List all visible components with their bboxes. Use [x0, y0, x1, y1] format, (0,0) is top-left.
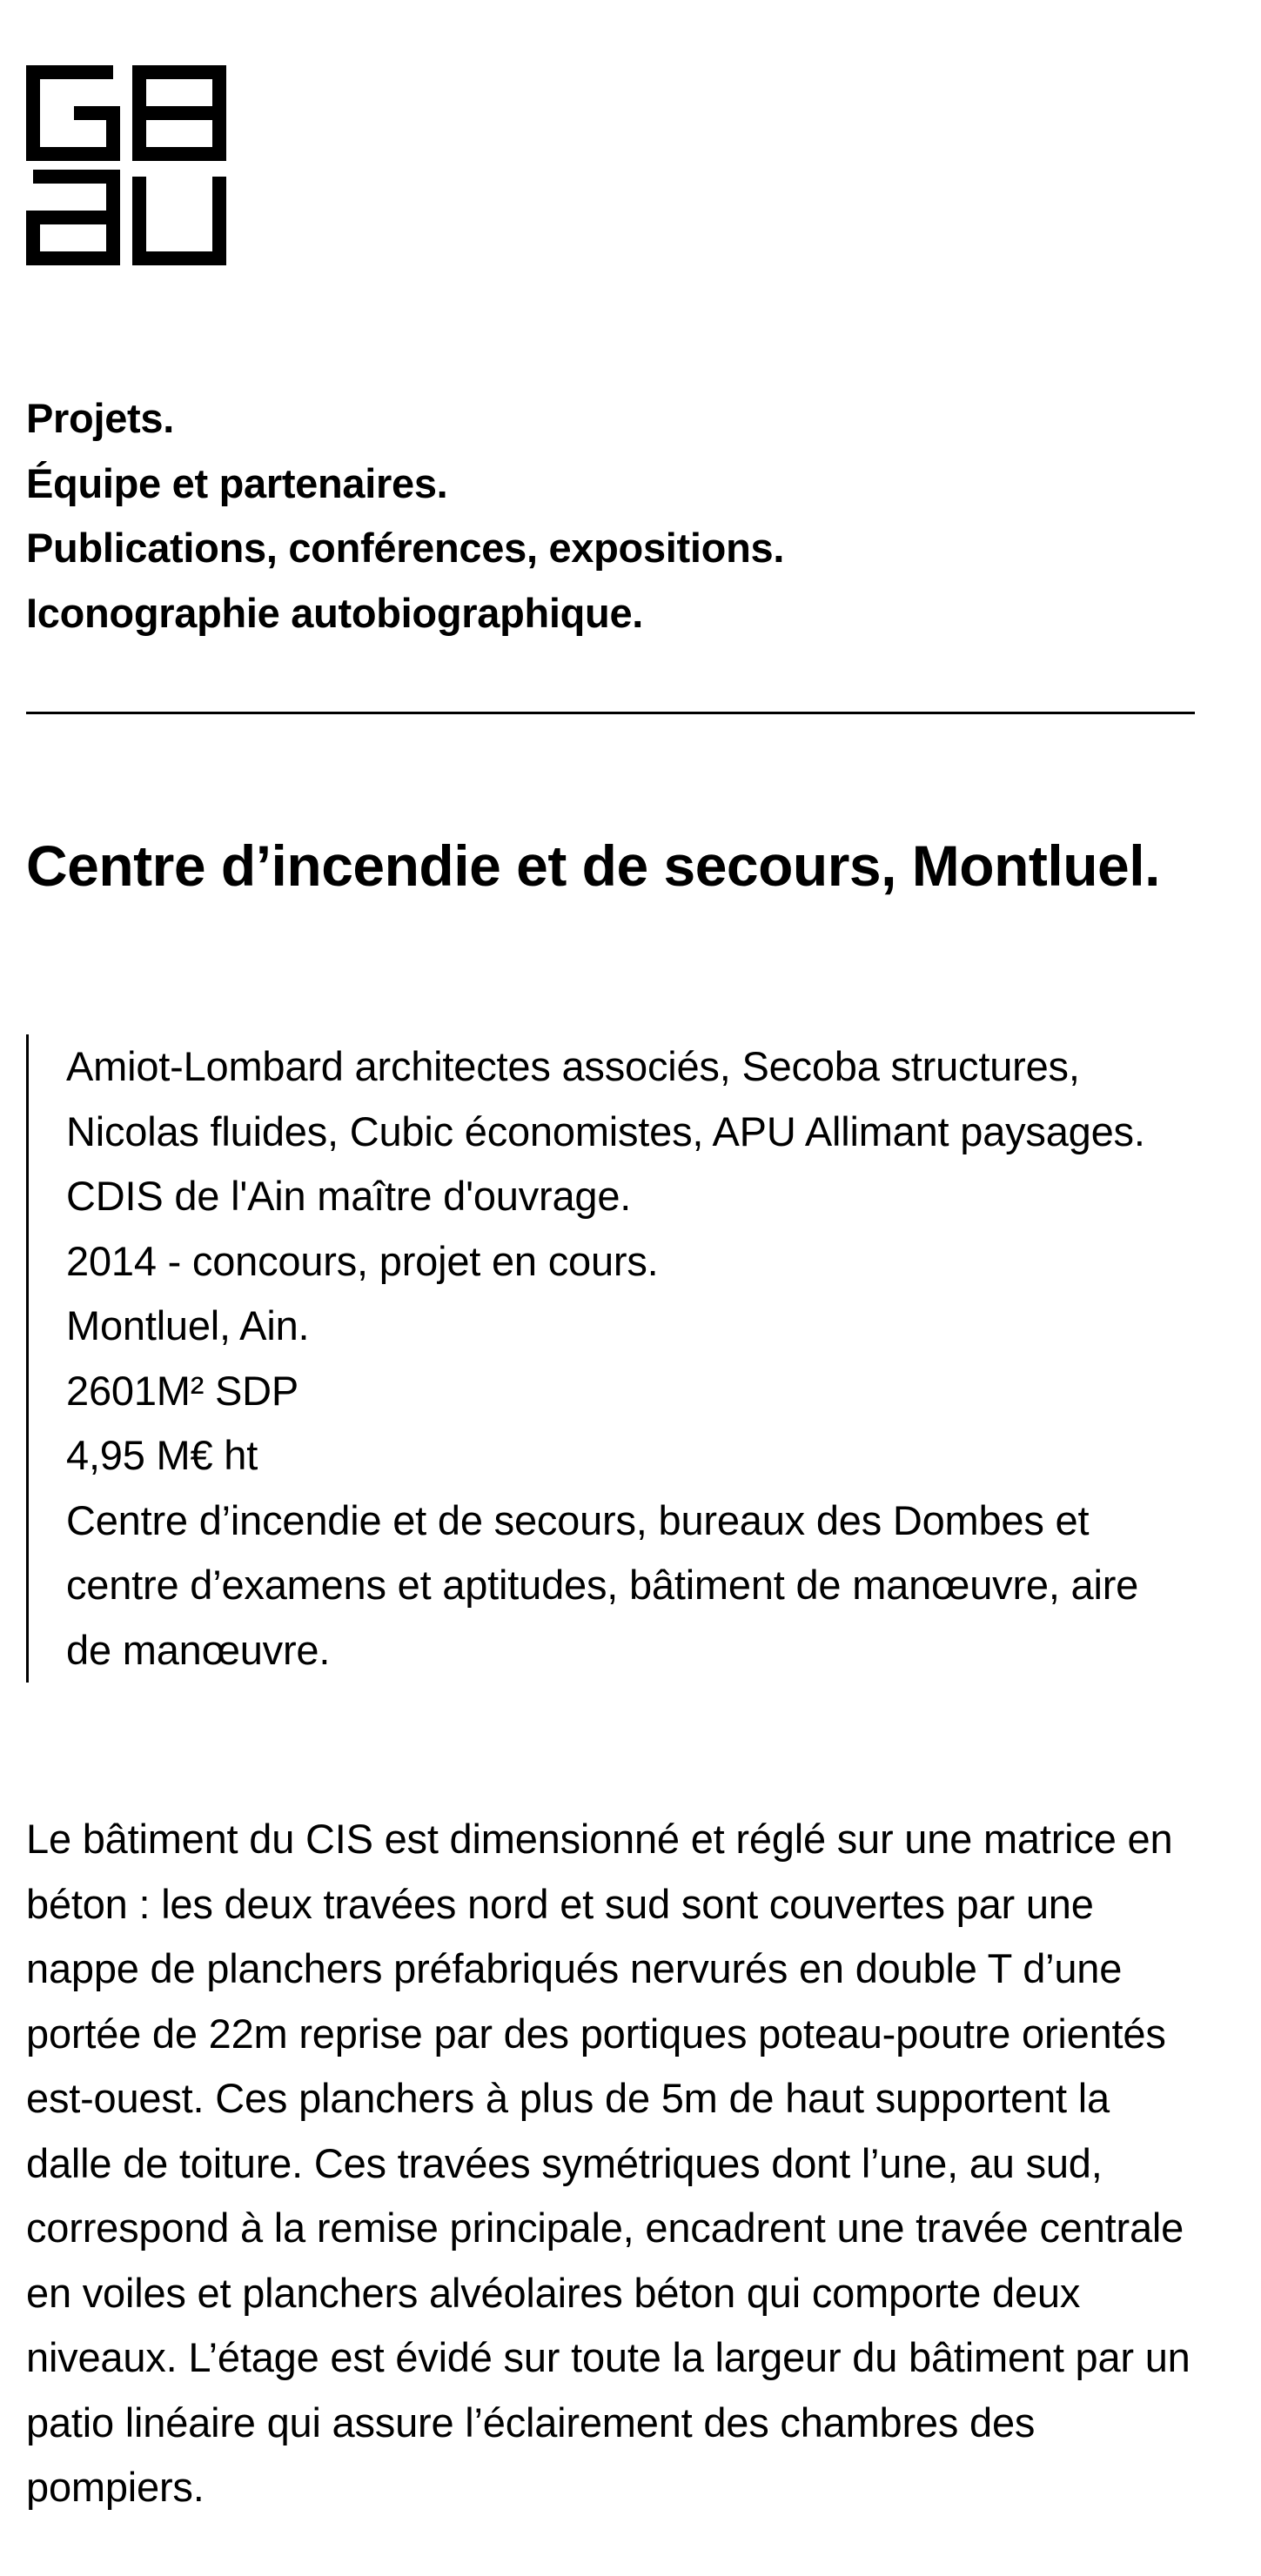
nav-item-projets[interactable]: Projets.	[26, 395, 174, 441]
project-program: Centre d’incendie et de secours, bureaux des Dombes et centre d’examens et aptitudes, bâtiment de manœuvre, aire de manœuvre.	[66, 1496, 1139, 1673]
project-title: Centre d’incendie et de secours, Montluel.	[26, 833, 1160, 898]
project-team: Amiot-Lombard architectes associés, Secoba structures, Nicolas fluides, Cubic économistes, APU Allimant paysages.	[66, 1043, 1145, 1154]
project-client: CDIS de l'Ain maître d'ouvrage.	[66, 1173, 632, 1219]
nav-divider	[26, 712, 1195, 714]
nav-item-equipe[interactable]: Équipe et partenaires.	[26, 459, 448, 506]
logo-glyph-icon	[26, 65, 226, 265]
project-status: 2014 - concours, projet en cours.	[66, 1237, 659, 1284]
project-location: Montluel, Ain.	[66, 1302, 310, 1348]
project-details	[26, 1034, 1175, 1683]
project-budget: 4,95 M€ ht	[66, 1432, 258, 1478]
nav-item-iconographie[interactable]: Iconographie autobiographique.	[26, 589, 644, 636]
project-description: Le bâtiment du CIS est dimensionné et réglé sur une matrice en béton : les deux travées nord et sud sont couvertes par une nappe de planchers préfabriqués nervurés en double T d’une portée de 22m reprise par des portiques poteau-poutre orientés est-ouest. Ces planchers à plus de 5m de haut supportent la dalle de toiture. Ces travées symétriques dont l’une, au sud, correspond à la remise principale, encadrent une travée centrale en voiles et planchers alvéolaires béton qui comporte deux niveaux. L’étage est évidé sur toute la largeur du bâtiment par un patio linéaire qui assure l’éclairement des chambres des pompiers.	[26, 1816, 1191, 2510]
site-logo[interactable]	[26, 65, 226, 265]
project-surface: 2601M² SDP	[66, 1367, 299, 1414]
nav-item-publications[interactable]: Publications, conférences, expositions.	[26, 525, 785, 571]
main-nav	[26, 386, 784, 646]
